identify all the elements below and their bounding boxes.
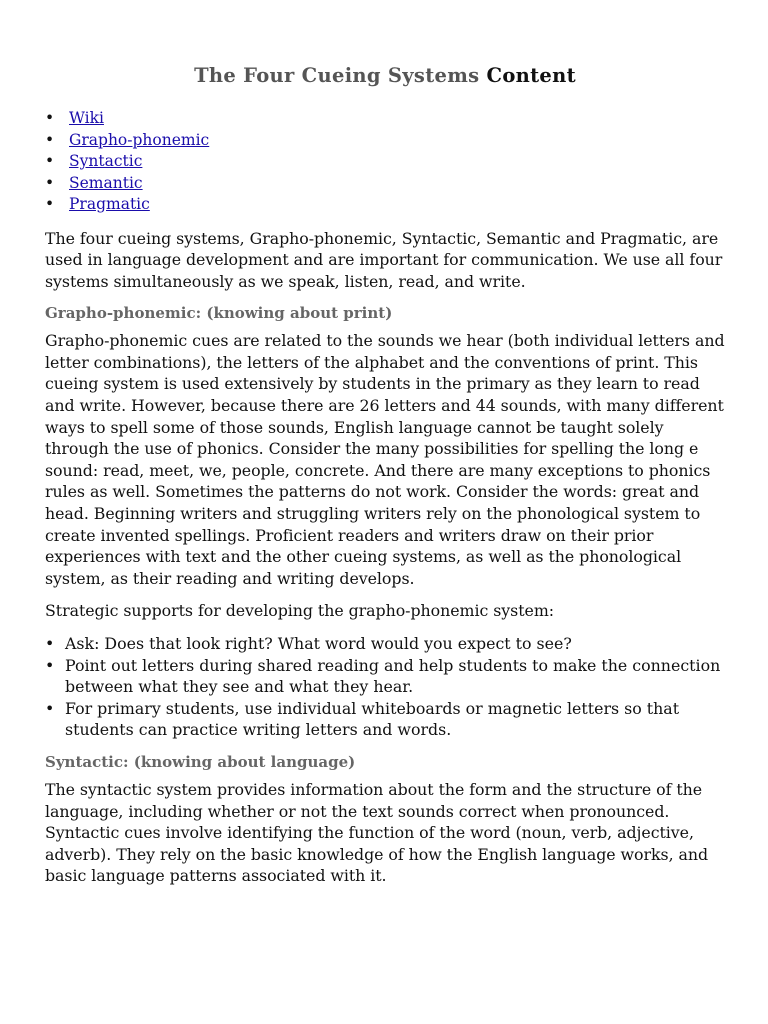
document-page	[45, 0, 725, 887]
toc-link-semantic[interactable]: Semantic	[69, 173, 143, 192]
table-of-contents	[45, 108, 725, 216]
toc-link-wiki[interactable]: Wiki	[69, 109, 104, 127]
toc-item-syntactic	[45, 151, 725, 173]
list-item-text: Ask: Does that look right? What word would you expect to see?	[65, 634, 572, 653]
toc-item-grapho-phonemic	[45, 130, 725, 152]
toc-link-grapho-phonemic[interactable]: Grapho-phonemic	[69, 130, 210, 149]
syntactic-heading: Syntactic: (knowing about language)	[45, 752, 356, 771]
toc-link-pragmatic[interactable]: Pragmatic	[69, 195, 150, 213]
page-title-main: The Four Cueing Systems	[194, 64, 480, 87]
bullet-icon: •	[45, 152, 55, 170]
list-item-text: For primary students, use individual whiteboards or magnetic letters so that students can practice writing letters and words.	[65, 698, 680, 740]
bullet-icon: •	[45, 634, 55, 653]
bullet-icon: •	[45, 195, 55, 213]
list-item	[45, 633, 725, 655]
toc-item-wiki	[45, 108, 725, 130]
page-title-content: Content	[486, 64, 576, 87]
grapho-phonemic-heading: Grapho-phonemic: (knowing about print)	[45, 304, 393, 323]
toc-item-pragmatic	[45, 194, 725, 216]
list-item	[45, 655, 725, 698]
page-title	[45, 62, 725, 90]
intro-paragraph: The four cueing systems, Grapho-phonemic, Syntactic, Semantic and Pragmatic, are used in language development and are important for communication. We use all four systems simultaneously as we speak, listen, read, and write.	[45, 228, 723, 291]
grapho-phonemic-paragraph: Grapho-phonemic cues are related to the sounds we hear (both individual letters and letter combinations), the letters of the alphabet and the conventions of print. This cueing system is used extensively by students in the primary as they learn to read and write. However, because there are 26 letters and 44 sounds, with many different ways to spell some of those sounds, English language cannot be taught solely through the use of phonics. Consider the many possibilities for spelling the long e sound: read, meet, we, people, concrete. And there are many exceptions to phonics rules as well. Sometimes the patterns do not work. Consider the words: great and head. Beginning writers and struggling writers rely on the phonological system to create invented spellings. Proficient readers and writers draw on their prior experiences with text and the other cueing systems, as well as the phonological system, as their reading and writing develops.	[45, 331, 725, 588]
list-item	[45, 698, 725, 741]
list-item-text: Point out letters during shared reading and help students to make the connection between what they see and what they hear.	[65, 655, 721, 697]
syntactic-paragraph: The syntactic system provides information about the form and the structure of the language, including whether or not the text sounds correct when pronounced. Syntactic cues involve identifying the function of the word (noun, verb, adjective, adverb). They rely on the basic knowledge of how the English language works, and basic language patterns associated with it.	[45, 779, 709, 886]
bullet-icon: •	[45, 173, 55, 192]
bullet-icon: •	[45, 109, 55, 127]
bullet-icon: •	[45, 130, 55, 149]
bullet-icon: •	[45, 655, 55, 675]
strategic-supports-intro: Strategic supports for developing the grapho-phonemic system:	[45, 601, 555, 621]
bullet-icon: •	[45, 698, 55, 718]
strategic-supports-list	[45, 633, 725, 741]
toc-item-semantic	[45, 173, 725, 195]
toc-link-syntactic[interactable]: Syntactic	[69, 152, 143, 170]
